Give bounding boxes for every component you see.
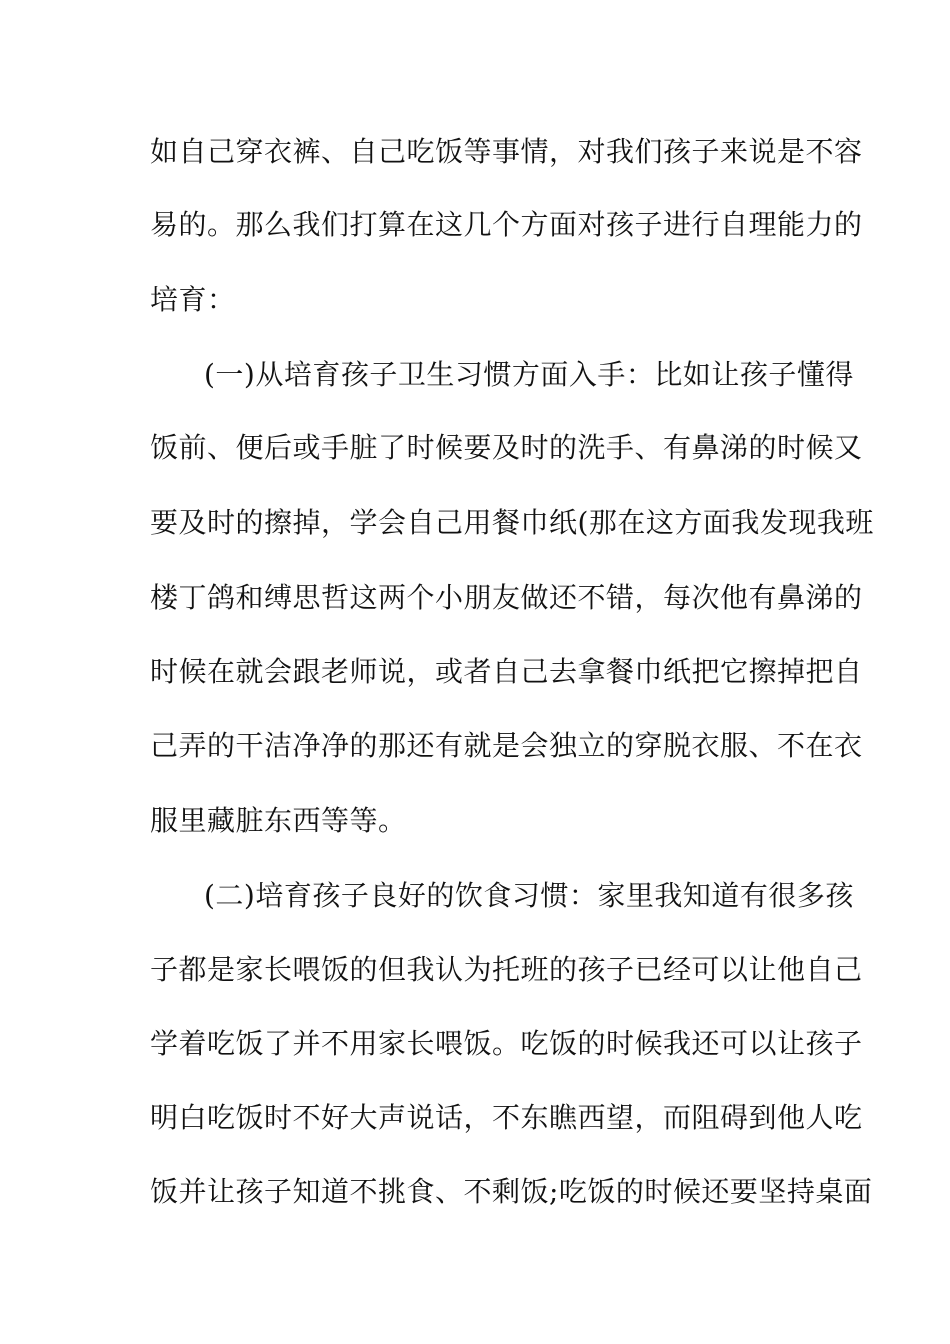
text-line: 己弄的干洁净净的那还有就是会独立的穿脱衣服、不在衣 bbox=[150, 729, 863, 762]
text-line: 楼丁鸽和缚思哲这两个小朋友做还不错，每次他有鼻涕的 bbox=[150, 581, 863, 614]
text-line: 子都是家长喂饭的但我认为托班的孩子已经可以让他自己 bbox=[150, 953, 863, 986]
paragraph-first-line: (二)培育孩子良好的饮食习惯：家里我知道有很多孩 bbox=[204, 879, 854, 912]
text-line: 要及时的擦掉，学会自己用餐巾纸(那在这方面我发现我班 bbox=[150, 506, 874, 539]
text-line: 如自己穿衣裤、自己吃饭等事情，对我们孩子来说是不容 bbox=[150, 135, 863, 168]
text-line: 易的。那么我们打算在这几个方面对孩子进行自理能力的 bbox=[150, 208, 863, 241]
text-line: 饭并让孩子知道不挑食、不剩饭;吃饭的时候还要坚持桌面 bbox=[150, 1175, 873, 1208]
paragraph-first-line: (一)从培育孩子卫生习惯方面入手：比如让孩子懂得 bbox=[204, 358, 854, 391]
text-line: 培育： bbox=[150, 283, 236, 316]
text-line: 时候在就会跟老师说，或者自己去拿餐巾纸把它擦掉把自 bbox=[150, 655, 863, 688]
text-line: 学着吃饭了并不用家长喂饭。吃饭的时候我还可以让孩子 bbox=[150, 1027, 863, 1060]
text-line: 服里藏脏东西等等。 bbox=[150, 804, 407, 837]
text-line: 明白吃饭时不好大声说话，不东瞧西望，而阻碍到他人吃 bbox=[150, 1101, 863, 1134]
text-line: 饭前、便后或手脏了时候要及时的洗手、有鼻涕的时候又 bbox=[150, 431, 863, 464]
